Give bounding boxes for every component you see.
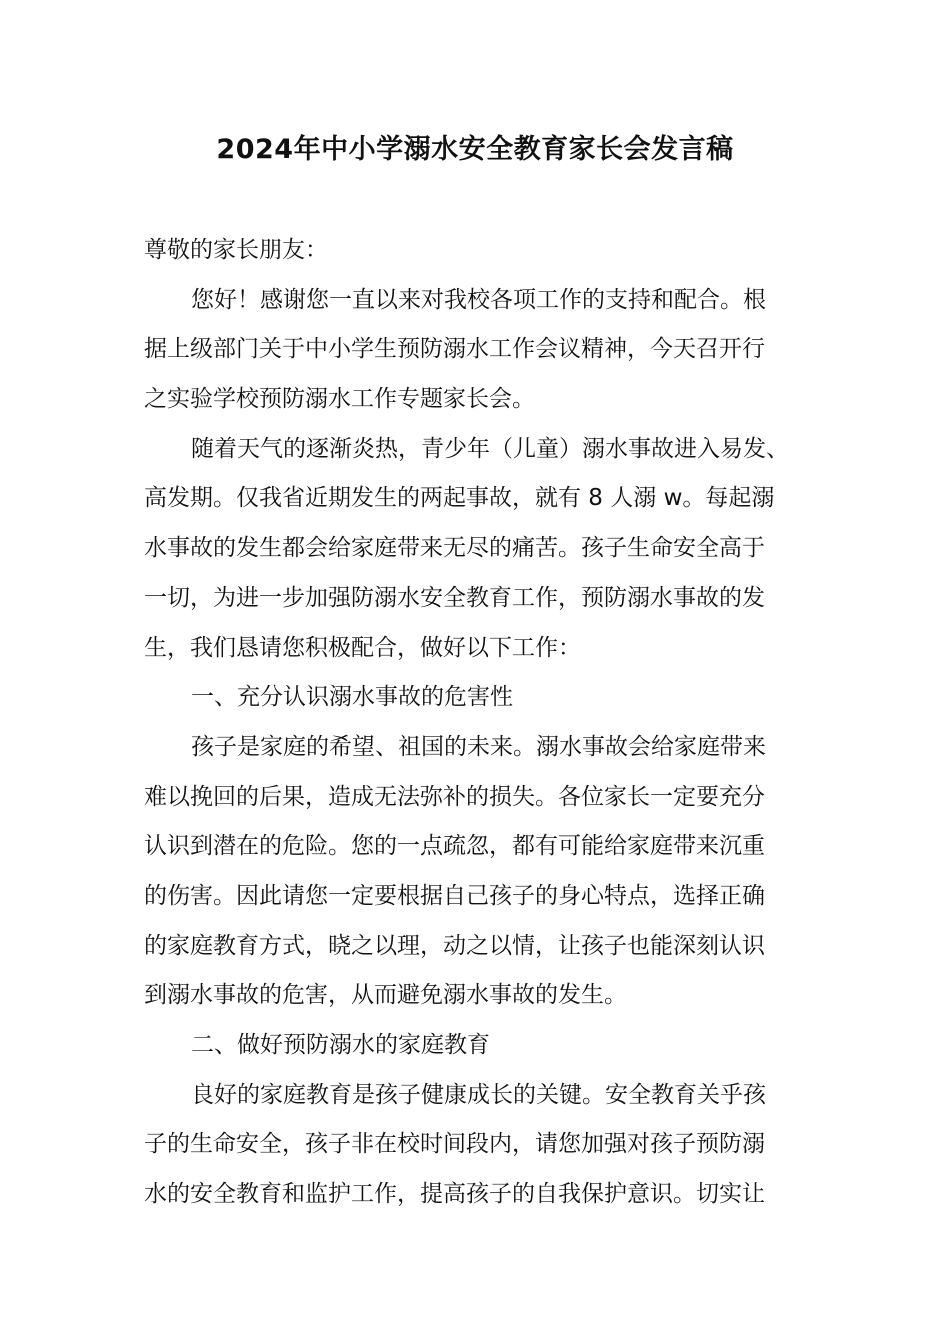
paragraph-line: 生，我们恳请您积极配合，做好以下工作： <box>144 634 581 661</box>
paragraph-line: 随着天气的逐渐炎热，青少年（儿童）溺水事故进入易发、 <box>191 435 789 462</box>
paragraph-line: 一切，为进一步加强防溺水安全教育工作，预防溺水事故的发 <box>144 584 765 611</box>
section-heading: 二、做好预防溺水的家庭教育 <box>191 1032 490 1058</box>
section-heading: 一、充分认识溺水事故的危害性 <box>191 684 513 711</box>
paragraph-line: 高发期。仅我省近期发生的两起事故，就有 8 人溺 w。每起溺 <box>144 485 775 512</box>
document-body <box>144 226 814 1220</box>
paragraph-line: 据上级部门关于中小学生预防溺水工作会议精神，今天召开行 <box>144 336 765 363</box>
paragraph-line: 的伤害。因此请您一定要根据自己孩子的身心特点，选择正确 <box>144 882 765 909</box>
paragraph-line: 到溺水事故的危害，从而避免溺水事故的发生。 <box>144 982 627 1009</box>
document-title: 2024年中小学溺水安全教育家长会发言稿 <box>216 134 734 165</box>
paragraph-line: 水的安全教育和监护工作，提高孩子的自我保护意识。切实让 <box>144 1181 765 1208</box>
salutation: 尊敬的家长朋友： <box>144 237 328 263</box>
paragraph-line: 难以挽回的后果，造成无法弥补的损失。各位家长一定要充分 <box>144 783 765 810</box>
paragraph-line: 孩子是家庭的希望、祖国的未来。溺水事故会给家庭带来 <box>191 733 766 760</box>
paragraph-line: 的家庭教育方式，晓之以理，动之以情，让孩子也能深刻认识 <box>144 932 765 959</box>
paragraph-line: 良好的家庭教育是孩子健康成长的关键。安全教育关乎孩 <box>191 1081 766 1108</box>
paragraph-line: 认识到潜在的危险。您的一点疏忽，都有可能给家庭带来沉重 <box>144 833 765 860</box>
paragraph-line: 之实验学校预防溺水工作专题家长会。 <box>144 386 535 413</box>
paragraph-line: 您好！感谢您一直以来对我校各项工作的支持和配合。根 <box>191 286 766 313</box>
paragraph-line: 子的生命安全，孩子非在校时间段内，请您加强对孩子预防溺 <box>144 1131 765 1158</box>
paragraph-line: 水事故的发生都会给家庭带来无尽的痛苦。孩子生命安全高于 <box>144 535 765 562</box>
